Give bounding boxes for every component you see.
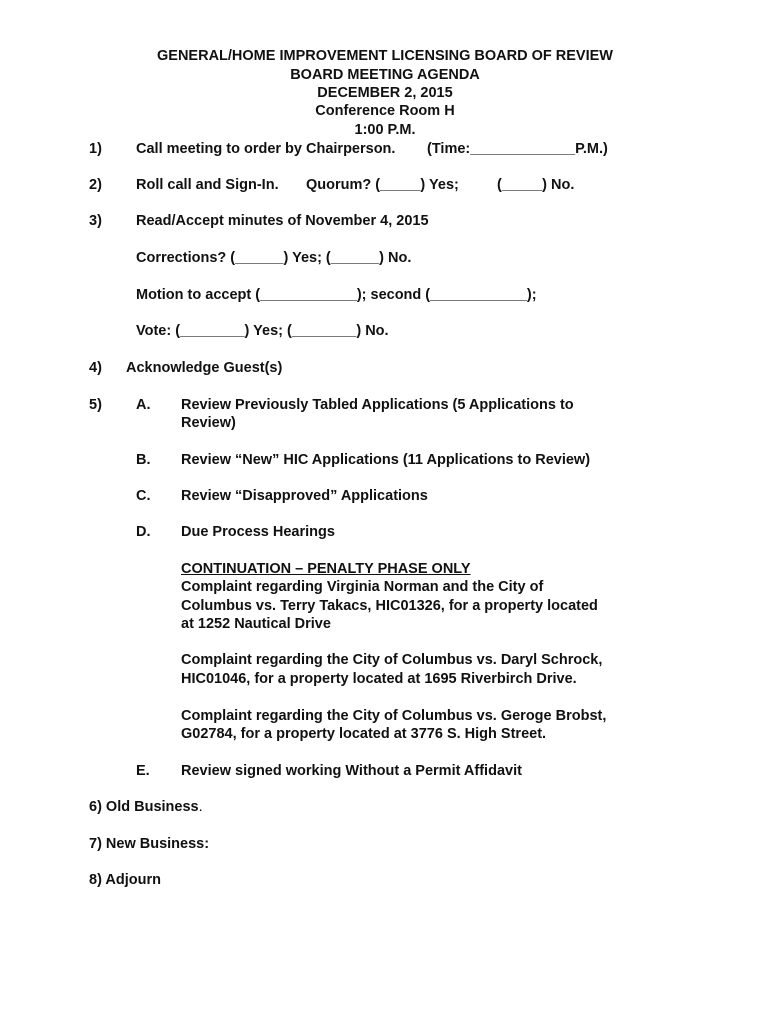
item-5a-line-2: Review) <box>181 415 236 431</box>
item-7: 7) New Business: <box>89 836 210 852</box>
complaint-3-line-1: Complaint regarding the City of Columbus vs. Geroge Brobst, <box>181 708 607 724</box>
motion-field: Motion to accept (____________); second (____________); <box>136 287 537 303</box>
item-5d-text: Due Process Hearings <box>181 524 335 540</box>
item-1-time-field: (Time:_____________P.M.) <box>427 141 608 157</box>
item-5c-letter: C. <box>136 488 151 504</box>
item-8: 8) Adjourn <box>89 872 161 888</box>
item-1-number: 1) <box>89 141 102 157</box>
complaint-1-line-1: Complaint regarding Virginia Norman and the City of <box>181 579 544 595</box>
item-6 <box>89 798 203 816</box>
item-6-period: . <box>198 799 203 815</box>
board-title: GENERAL/HOME IMPROVEMENT LICENSING BOARD OF REVIEW <box>157 48 613 64</box>
vote-field: Vote: (________) Yes; (________) No. <box>136 323 389 339</box>
item-1-text: Call meeting to order by Chairperson. <box>136 141 396 157</box>
corrections-field: Corrections? (______) Yes; (______) No. <box>136 250 412 266</box>
item-5b-letter: B. <box>136 452 151 468</box>
item-5-number: 5) <box>89 397 102 413</box>
item-5e-letter: E. <box>136 763 150 779</box>
continuation-heading: CONTINUATION – PENALTY PHASE ONLY <box>181 561 471 577</box>
complaint-3-line-2: G02784, for a property located at 3776 S. High Street. <box>181 726 547 742</box>
complaint-1-line-2: Columbus vs. Terry Takacs, HIC01326, for a property located <box>181 598 598 614</box>
complaint-2-line-1: Complaint regarding the City of Columbus vs. Daryl Schrock, <box>181 652 603 668</box>
complaint-2-line-2: HIC01046, for a property located at 1695 Riverbirch Drive. <box>181 671 577 687</box>
item-5a-letter: A. <box>136 397 151 413</box>
item-2-text: Roll call and Sign-In. <box>136 177 279 193</box>
item-6-text: 6) Old Business <box>89 799 199 815</box>
item-5c-text: Review “Disapproved” Applications <box>181 488 428 504</box>
quorum-no-field: (_____) No. <box>497 177 575 193</box>
quorum-yes-field: Quorum? (_____) Yes; <box>306 177 459 193</box>
meeting-date: DECEMBER 2, 2015 <box>317 85 453 101</box>
meeting-time: 1:00 P.M. <box>354 122 416 138</box>
meeting-room: Conference Room H <box>315 103 455 119</box>
item-3-text: Read/Accept minutes of November 4, 2015 <box>136 213 429 229</box>
agenda-title: BOARD MEETING AGENDA <box>290 67 480 83</box>
item-2-number: 2) <box>89 177 102 193</box>
item-3-number: 3) <box>89 213 102 229</box>
item-4-text: Acknowledge Guest(s) <box>126 360 283 376</box>
item-5a-line-1: Review Previously Tabled Applications (5 Applications to <box>181 397 574 413</box>
item-4-number: 4) <box>89 360 102 376</box>
item-5e-text: Review signed working Without a Permit Affidavit <box>181 763 522 779</box>
item-5d-letter: D. <box>136 524 151 540</box>
complaint-1-line-3: at 1252 Nautical Drive <box>181 616 331 632</box>
item-5b-text: Review “New” HIC Applications (11 Applications to Review) <box>181 452 591 468</box>
